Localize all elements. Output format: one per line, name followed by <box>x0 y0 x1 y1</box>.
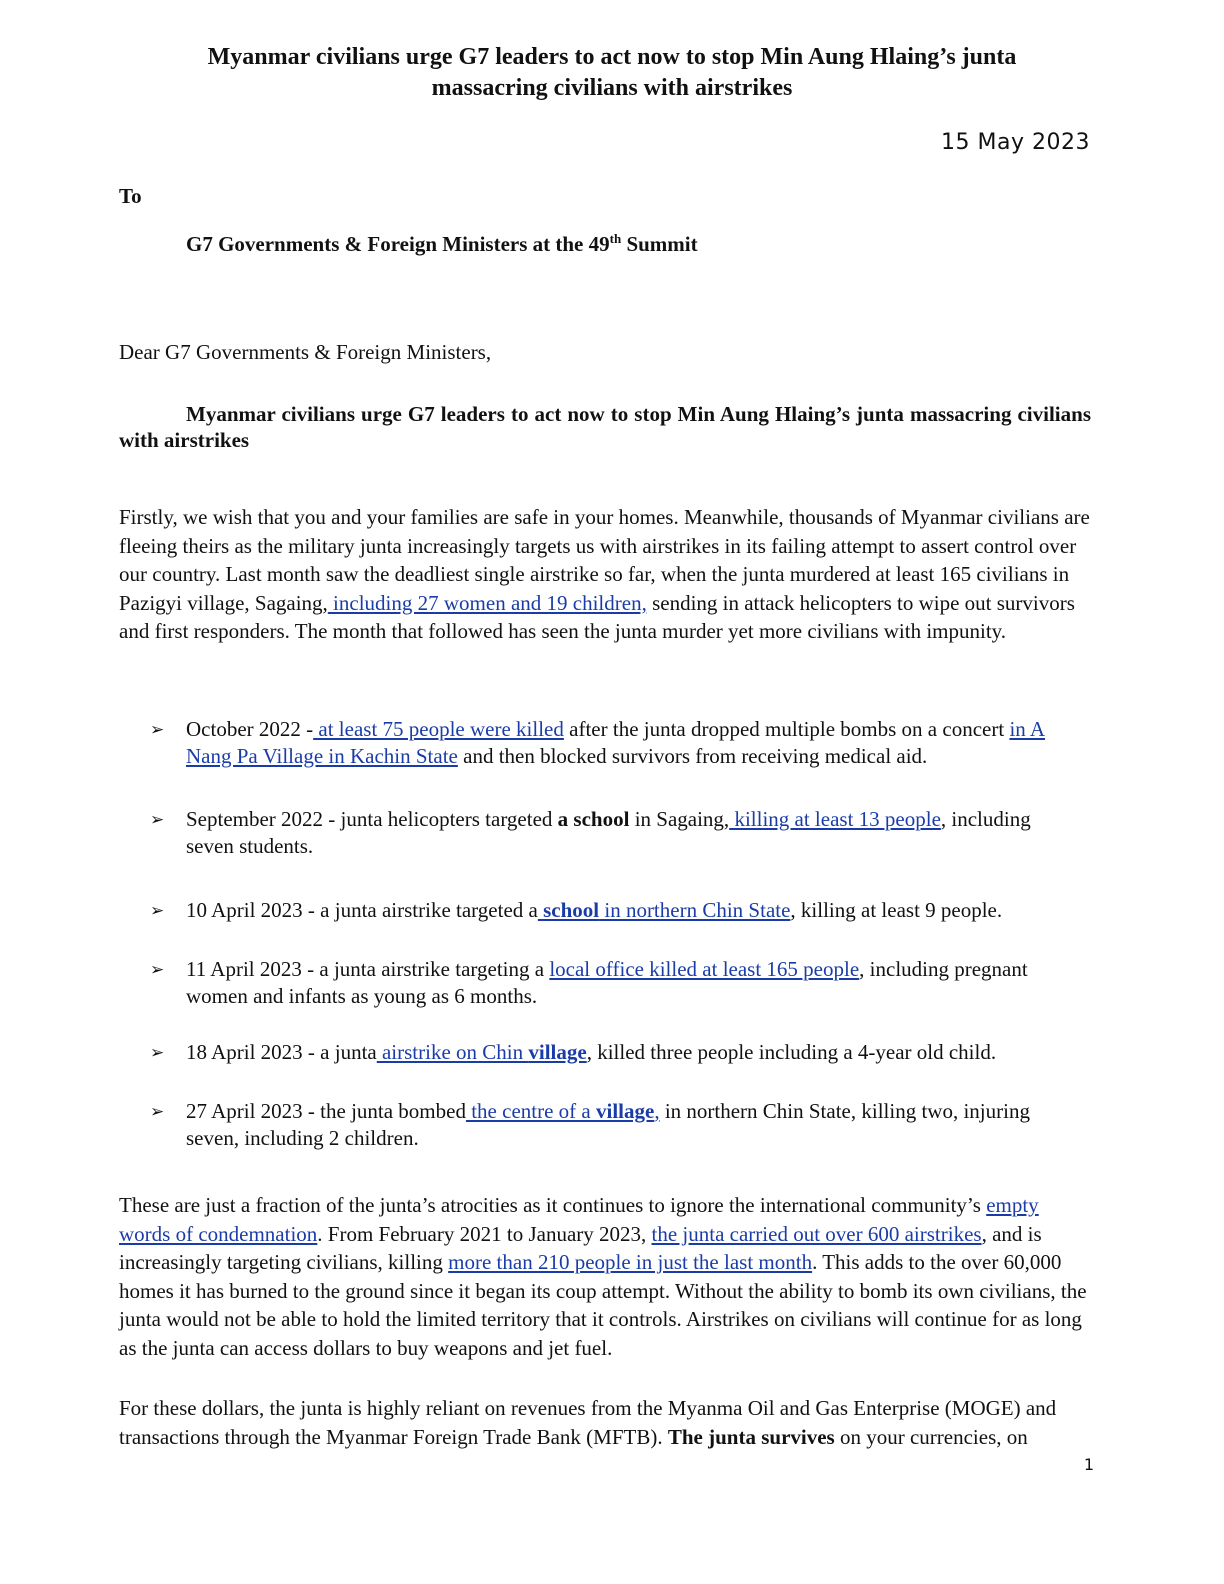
link-local-office[interactable]: local office killed at least 165 people <box>549 957 860 981</box>
link-centre-of-village[interactable] <box>466 1099 660 1123</box>
paragraph-text: sending in attack helicopters to wipe out survivors and first responders. The month that followed has seen the junta murder yet more civilians with impunity. <box>119 590 1075 643</box>
paragraph-text: . This adds to the over 60,000 homes it has burned to the ground since it began its coup attempt. Without the ability to bomb its own civilians, the junta would not be able to hold the limited territory that it controls. Airstrikes on civilians will continue for as long as the junta can access dollars to buy weapons and jet fuel. <box>119 1250 1087 1360</box>
list-item-text: 18 April 2023 - a junta <box>186 1040 377 1064</box>
title-line-2: massacring civilians with airstrikes <box>431 75 793 101</box>
link-600-airstrikes[interactable]: the junta carried out over 600 airstrikes <box>651 1221 982 1246</box>
subject-heading: Myanmar civilians urge G7 leaders to act now to stop Min Aung Hlaing’s junta massacring civilians with airstrikes <box>119 402 1091 452</box>
recipient-superscript: th <box>609 231 622 246</box>
link-text: , <box>654 1099 660 1123</box>
recipient-text-end: Summit <box>621 232 698 256</box>
salutation: Dear G7 Governments & Foreign Ministers, <box>119 340 492 364</box>
link-text: the centre of a <box>465 1099 596 1123</box>
list-item-11-april-2023 <box>150 956 1065 1009</box>
paragraph-text: For these dollars, the junta is highly reliant on revenues from the Myanma Oil and Gas Enterprise (MOGE) and transactions through the Myanmar Foreign Trade Bank (MFTB). <box>119 1396 1057 1449</box>
paragraph-dollars <box>119 1394 1091 1451</box>
list-item-october-2022 <box>150 716 1065 769</box>
list-item-10-april-2023 <box>150 897 1065 924</box>
list-item-18-april-2023 <box>150 1039 1065 1066</box>
bold-text: a school <box>557 807 630 831</box>
list-item-text: in northern Chin State, killing two, injuring seven, including 2 children. <box>186 1099 1030 1150</box>
bold-text: The junta survives <box>667 1424 835 1449</box>
list-item-text: , killed three people including a 4-year old child. <box>586 1040 997 1064</box>
list-item-text: and then blocked survivors from receiving medical aid. <box>457 743 928 768</box>
paragraph-text: . From February 2021 to January 2023, <box>317 1221 652 1246</box>
list-item-text: after the junta dropped multiple bombs on a concert <box>563 717 1010 741</box>
link-school-chin-state[interactable] <box>538 898 791 922</box>
recipient-text: G7 Governments & Foreign Ministers at the 49 <box>186 232 610 256</box>
link-women-children[interactable]: including 27 women and 19 children, <box>327 590 647 615</box>
paragraph-atrocities <box>119 1191 1091 1362</box>
letter-date: 15 May 2023 <box>941 130 1090 155</box>
arrow-bullet-icon: ➢ <box>150 720 165 740</box>
arrow-bullet-icon: ➢ <box>150 1102 165 1122</box>
list-item-text: 10 April 2023 - a junta airstrike targeted a <box>186 898 538 922</box>
list-item-text: 11 April 2023 - a junta airstrike targeting a <box>186 957 550 981</box>
arrow-bullet-icon: ➢ <box>150 960 165 980</box>
title-line-1: Myanmar civilians urge G7 leaders to act now to stop Min Aung Hlaing’s junta <box>207 44 1017 70</box>
paragraph-text: Firstly, we wish that you and your families are safe in your homes. Meanwhile, thousands of Myanmar civilians are fleeing theirs as the military junta increasingly targets us with airstrikes in its failing attempt to assert control over our country. Last month saw the deadliest single airstrike so far, when the junta murdered at least 165 civilians in Pazigyi village, Sagaing, <box>119 505 1090 615</box>
list-item-27-april-2023 <box>150 1098 1065 1151</box>
page-number: 1 <box>1083 1455 1094 1474</box>
link-empty-words[interactable]: empty words of condemnation <box>119 1193 1039 1246</box>
link-75-killed[interactable]: at least 75 people were killed <box>313 717 564 741</box>
link-text: airstrike on Chin <box>376 1040 529 1064</box>
list-item-text: September 2022 - junta helicopters targeted <box>186 807 558 831</box>
list-item-text: in Sagaing, <box>629 807 730 831</box>
arrow-bullet-icon: ➢ <box>150 810 165 830</box>
list-item-text: , killing at least 9 people. <box>790 898 1003 922</box>
address-to-label: To <box>119 184 142 208</box>
paragraph-text: These are just a fraction of the junta’s atrocities as it continues to ignore the international community’s <box>119 1193 987 1217</box>
paragraph-text: on your currencies, on <box>834 1424 1028 1449</box>
paragraph-intro <box>119 503 1091 646</box>
list-item-text: , including seven students. <box>186 807 1031 858</box>
page-title <box>0 42 1224 104</box>
link-a-nang-pa-village[interactable]: in A Nang Pa Village in Kachin State <box>186 717 1046 768</box>
list-item-september-2022 <box>150 806 1065 859</box>
link-bold-text: village <box>595 1099 655 1123</box>
arrow-bullet-icon: ➢ <box>150 901 165 921</box>
list-item-text: , including pregnant women and infants as young as 6 months. <box>186 957 1028 1008</box>
link-text: in northern Chin State <box>599 898 791 922</box>
recipient-line <box>186 231 698 257</box>
link-airstrike-chin-village[interactable] <box>377 1040 587 1064</box>
link-13-killed[interactable]: killing at least 13 people <box>729 807 941 831</box>
list-item-text: 27 April 2023 - the junta bombed <box>186 1099 466 1123</box>
link-bold-text: village <box>528 1040 587 1064</box>
paragraph-text: , and is increasingly targeting civilians, killing <box>119 1221 1042 1274</box>
link-210-people[interactable]: more than 210 people in just the last month <box>448 1250 813 1274</box>
arrow-bullet-icon: ➢ <box>150 1043 165 1063</box>
list-item-text: October 2022 - <box>186 717 314 741</box>
link-bold-text: school <box>537 898 600 922</box>
